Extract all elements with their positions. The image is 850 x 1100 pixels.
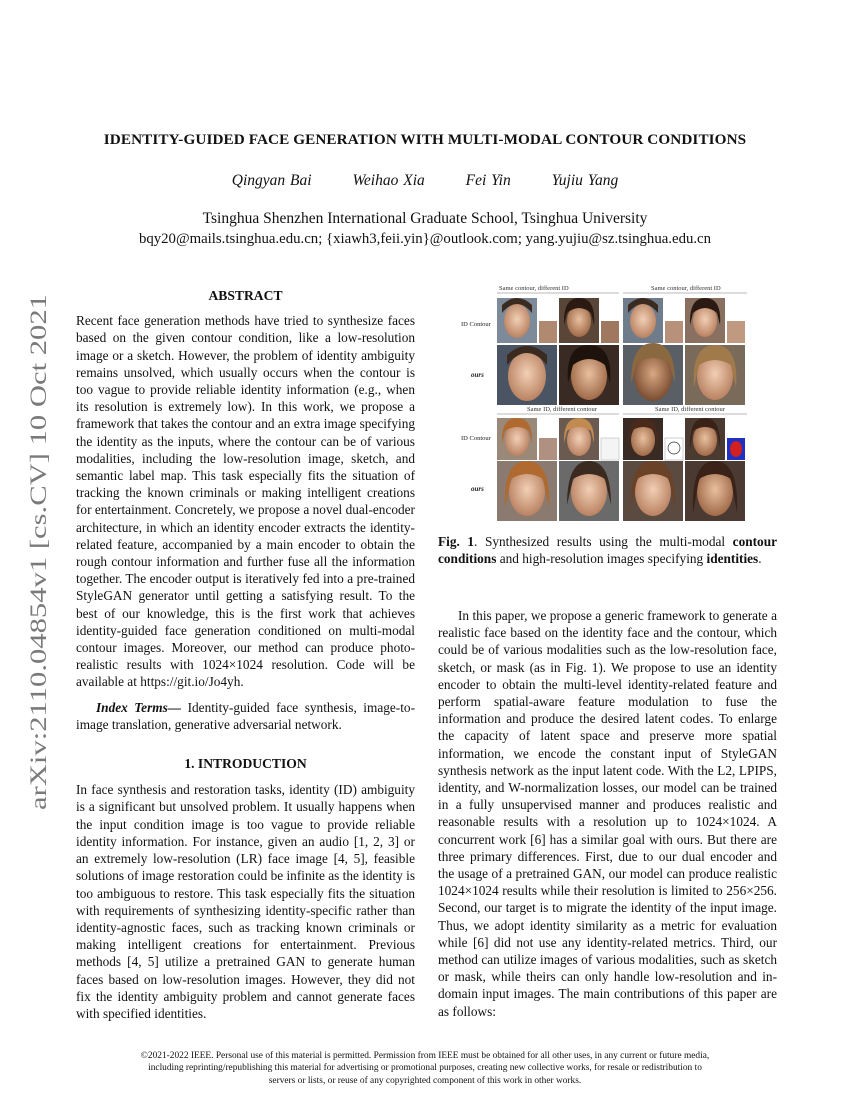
- fig-row-label-ours-bottom: ours: [471, 485, 484, 493]
- fig-header-bottom-right: Same ID, different contour: [655, 406, 725, 413]
- arxiv-id: arXiv:2110.04854v1 [cs.CV] 10 Oct 2021: [26, 422, 51, 810]
- caption-text-3: .: [758, 551, 762, 567]
- arxiv-stamp: [22, 292, 52, 812]
- caption-label: Fig. 1: [438, 534, 475, 549]
- intro-continued-text: In this paper, we propose a generic framework to generate a realistic face based on the identity face and the contour, which could be of various modalities such as the low-resolution face, sketch, or mask (as in Fig. 1). We propose to use an identity encoder to obtain the multi-level identity-related feature and perform spatial-aware feature modulation to fuse the information and produce the desired latent codes. To enlarge the capacity of latent space and preserve more spatial information, we encode the constant input of StyleGAN synthesis network as the input latent code. With the L2, LPIPS, identity, and W-normalization losses, our model can be trained in a fully unsupervised manner and produces realistic and reasonable results with a resolution up to 1024×1024. A concurrent work [6] has a similar goal with ours. But there are three primary differences. First, due to our dual encoder and the usage of a pretrained GAN, our model can produce realistic 1024×1024 results while their resolution is limited to 256×256. Second, our target is to migrate the identity of the input image. Thus, we adopt identity similarity as a metric for evaluation while [6] did not use any identity-related metrics. Third, our method can utilize images of various modalities, such as sketch or mask, while theirs can only handle low-resolution and in-domain input images. The main contributions of this paper are as follows:: [438, 608, 777, 1019]
- index-terms: [76, 699, 415, 733]
- index-terms-label: Index Terms—: [96, 699, 182, 715]
- intro-heading: 1. INTRODUCTION: [184, 756, 307, 772]
- fig-header-top-left: Same contour, different ID: [499, 285, 569, 292]
- affiliation: Tsinghua Shenzhen International Graduate School, Tsinghua University: [202, 210, 648, 227]
- intro-text: In face synthesis and restoration tasks, identity (ID) ambiguity is a significant but unsolved problem. It usually happens when the input condition image is too vague to provide reliable identity information. For instance, given an audio [1, 2, 3] or an extremely low-resolution (LR) face image [4, 5], feasible solutions of image restoration could be infinite as the identity is too ambiguous to restore. This task especially fits the situation with requirements of synthesizing identity-specific rather than identity-agnostic faces, such as tracking known criminals or making intelligent creations for entertainment. Previous methods [4, 5] utilize a pretrained GAN to generate human faces based on low-resolution images. However, they did not fix the identity ambiguity problem and cannot generate faces with specified identities.: [76, 782, 416, 1021]
- paper-title: IDENTITY-GUIDED FACE GENERATION WITH MULTI-MODAL CONTOUR CONDITIONS: [103, 131, 747, 148]
- fig-row-label-input-bottom: ID Contour: [461, 435, 491, 442]
- caption-text-2: and high-resolution images specifying: [496, 551, 707, 567]
- caption-text-1: . Synthesized results using the multi-modal: [474, 534, 733, 549]
- caption-bold-2: identities: [706, 551, 759, 567]
- author-4: Yujiu Yang: [551, 172, 619, 189]
- fig-header-top-right: Same contour, different ID: [651, 285, 721, 292]
- index-terms-text: Identity-guided face synthesis, image-to-image translation, generative adversarial network.: [76, 699, 416, 732]
- fig-row-label-ours-top: ours: [471, 371, 484, 379]
- copyright-footer: ©2021-2022 IEEE. Personal use of this material is permitted. Permission from IEEE must be obtained for all other uses, in any current or future media, including reprinting/republishing this material for advertising or promotional purposes, creating new collective works, for resale or redistribution to servers or lists, or reuse of any copyrighted component of this work in other works.: [140, 1051, 710, 1086]
- abstract-heading: ABSTRACT: [208, 288, 283, 303]
- fig-header-bottom-left: Same ID, different contour: [527, 406, 597, 413]
- caption-bold-1: contour conditions: [438, 534, 777, 567]
- abstract-text: Recent face generation methods have tried to synthesize faces based on the given contour condition, like a low-resolution image or a sketch. However, the problem of identity ambiguity remains unsolved, which usually occurs when the contour is too vague to provide reliable identity information (e.g., when its resolution is extremely low). In this work, we propose a framework that takes the contour and an extra image specifying the identity as the inputs, where the contour can be of various modalities, including the low-resolution image, sketch, and semantic label map. This task especially fits the situation of tracking the known criminals or making intelligent creations for entertainment. Concretely, we propose a novel dual-encoder architecture, in which an identity encoder extracts the identity-related feature, accompanied by a main encoder to obtain the rough contour information and further fuse all the information together. The encoder output is iteratively fed into a pre-trained StyleGAN generator until getting a satisfying result. To the best of our knowledge, this is the first work that achieves identity-guided face generation conditioned on multi-modal contour images. Moreover, our method can produce photo-realistic results with 1024×1024 resolution. Code will be available at https://git.io/Jo4yh.: [76, 313, 415, 690]
- author-3: Fei Yin: [465, 172, 511, 189]
- figure-1: [455, 283, 755, 523]
- figure-1-caption: [438, 533, 777, 567]
- fig-row-label-input-top: ID Contour: [461, 321, 491, 328]
- email-list: bqy20@mails.tsinghua.edu.cn; {xiawh3,feii.yin}@outlook.com; yang.yujiu@sz.tsinghua.edu.cn: [138, 231, 712, 247]
- author-list: [60, 172, 790, 190]
- author-1: Qingyan Bai: [231, 172, 312, 189]
- right-column-body: [438, 607, 777, 1020]
- author-2: Weihao Xia: [352, 172, 425, 189]
- abstract-section: [76, 287, 415, 1022]
- figure-1-image: [455, 283, 755, 523]
